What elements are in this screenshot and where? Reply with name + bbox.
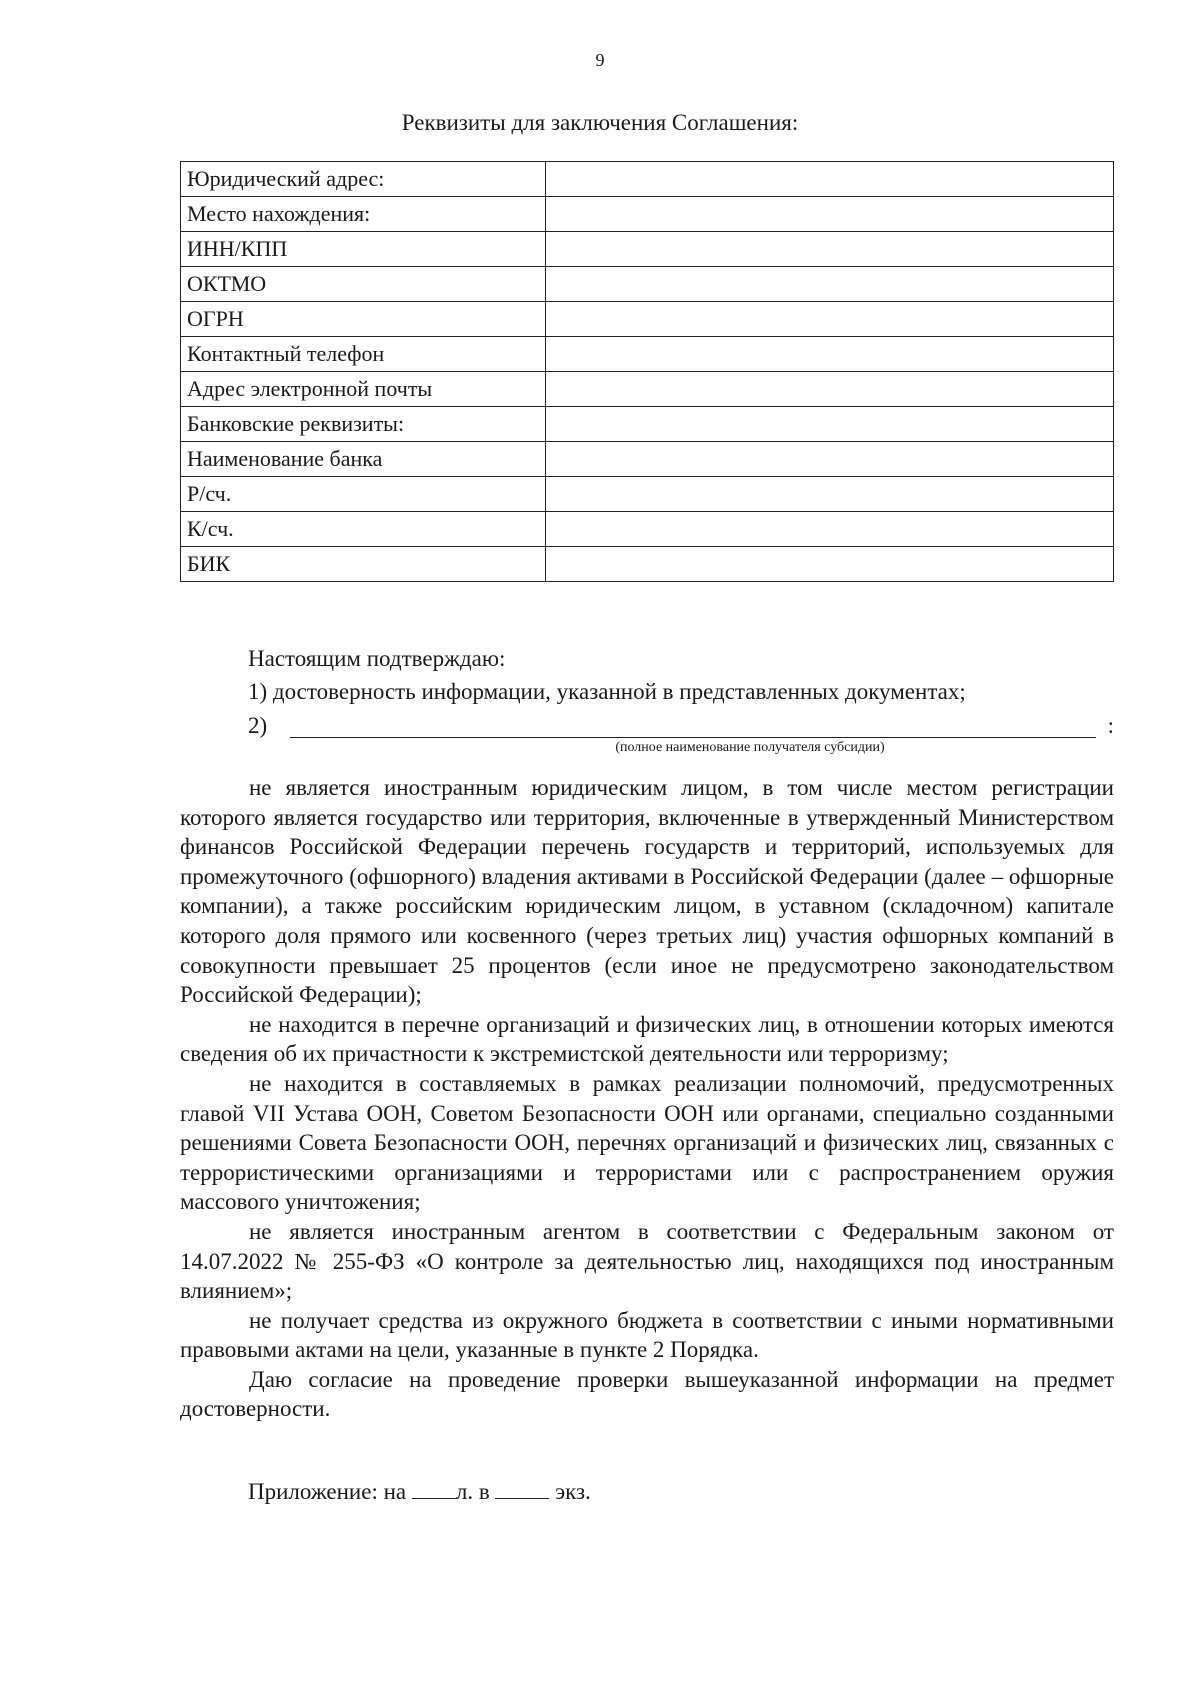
- recipient-name-caption: (полное наименование получателя субсидии): [615, 740, 885, 755]
- declaration-paragraph: не является иностранным агентом в соответствии с Федеральным законом от 14.07.2022 № 255-ФЗ «О контроле за деятельностью лиц, находящихся под иностранным влиянием»;: [180, 1218, 1114, 1304]
- row-label: Р/сч.: [181, 477, 546, 512]
- confirmation-item-2: [248, 709, 1114, 742]
- row-value-field[interactable]: [546, 302, 1114, 337]
- declaration-paragraph: не находится в перечне организаций и физических лиц, в отношении которых имеются сведения об их причастности к экстремистской деятельности или терроризму;: [180, 1011, 1114, 1067]
- row-value-field[interactable]: [546, 232, 1114, 267]
- table-row: [181, 302, 1114, 337]
- row-label: К/сч.: [181, 512, 546, 547]
- row-value-field[interactable]: [546, 407, 1114, 442]
- consent-paragraph: Даю согласие на проведение проверки вышеуказанной информации на предмет достоверности.: [180, 1366, 1114, 1422]
- row-value-field[interactable]: [546, 162, 1114, 197]
- confirmation-intro: Настоящим подтверждаю:: [248, 646, 506, 671]
- row-value-field[interactable]: [546, 442, 1114, 477]
- declaration-paragraph: не является иностранным юридическим лицом, в том числе местом регистрации которого является государство или территория, включенные в утвержденный Министерством финансов Российской Федерации перечень государств и территорий, используемых для промежуточного (офшорного) владения активами в Российской Федерации (далее – офшорные компании), а также российским юридическим лицом, в уставном (складочном) капитале которого доля прямого или косвенного (через третьих лиц) участия офшорных компаний в совокупности превышает 25 процентов (если иное не предусмотрено законодательством Российской Федерации);: [180, 775, 1114, 1008]
- item-2-colon: :: [1107, 713, 1114, 738]
- row-label: ИНН/КПП: [181, 232, 546, 267]
- row-value-field[interactable]: [546, 337, 1114, 372]
- row-label: БИК: [181, 547, 546, 582]
- row-label: Место нахождения:: [181, 197, 546, 232]
- page-number: 9: [595, 50, 605, 70]
- table-row: [181, 407, 1114, 442]
- row-value-field[interactable]: [546, 512, 1114, 547]
- page-title: Реквизиты для заключения Соглашения:: [401, 110, 799, 135]
- row-value-field[interactable]: [546, 267, 1114, 302]
- row-label: ОКТМО: [181, 267, 546, 302]
- appendix-line: [248, 1478, 591, 1505]
- table-row: [181, 232, 1114, 267]
- row-value-field[interactable]: [546, 372, 1114, 407]
- row-value-field[interactable]: [546, 477, 1114, 512]
- table-row: [181, 267, 1114, 302]
- row-label: Юридический адрес:: [181, 162, 546, 197]
- table-row: [181, 547, 1114, 582]
- table-row: [181, 162, 1114, 197]
- item-2-number: 2): [248, 713, 268, 738]
- row-label: Наименование банка: [181, 442, 546, 477]
- requisites-table: [180, 161, 1114, 582]
- appendix-suffix: экз.: [555, 1479, 591, 1504]
- row-value-field[interactable]: [546, 547, 1114, 582]
- row-label: ОГРН: [181, 302, 546, 337]
- recipient-name-blank[interactable]: [290, 737, 1096, 738]
- row-label: Контактный телефон: [181, 337, 546, 372]
- row-label: Банковские реквизиты:: [181, 407, 546, 442]
- declaration-paragraph: не получает средства из окружного бюджета в соответствии с иными нормативными правовыми актами на цели, указанные в пункте 2 Порядка.: [180, 1307, 1114, 1363]
- confirmation-item-1: 1) достоверность информации, указанной в представленных документах;: [248, 679, 966, 704]
- declaration-paragraph: не находится в составляемых в рамках реализации полномочий, предусмотренных главой VII Устава ООН, Советом Безопасности ООН или органами, специально созданными решениями Совета Безопасности ООН, перечнях организаций и физических лиц, связанных с террористическими организациями и террористами или с распространением оружия массового уничтожения;: [180, 1070, 1114, 1215]
- table-row: [181, 512, 1114, 547]
- row-value-field[interactable]: [546, 197, 1114, 232]
- table-row: [181, 372, 1114, 407]
- confirmation-section: [180, 642, 1114, 708]
- appendix-middle: л. в: [455, 1479, 490, 1504]
- row-label: Адрес электронной почты: [181, 372, 546, 407]
- table-row: [181, 337, 1114, 372]
- table-row: [181, 197, 1114, 232]
- table-row: [181, 477, 1114, 512]
- table-row: [181, 442, 1114, 477]
- declaration-body: [180, 773, 1114, 1424]
- appendix-copies-blank[interactable]: [495, 1478, 549, 1499]
- appendix-prefix: Приложение: на: [248, 1479, 407, 1504]
- appendix-sheets-blank[interactable]: [412, 1478, 456, 1499]
